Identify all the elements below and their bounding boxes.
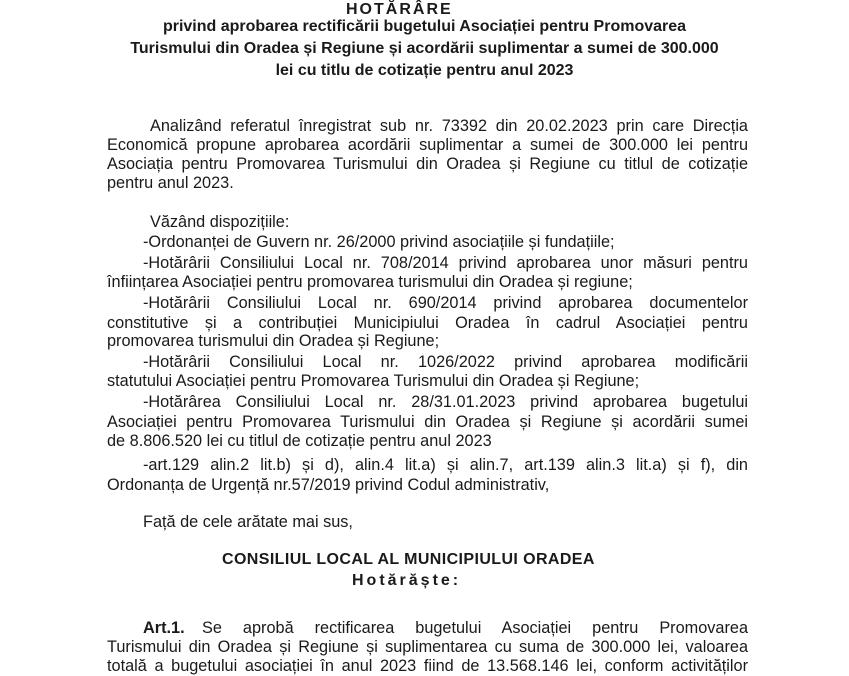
provision-line: -Hotărârea Consiliului Local nr. 28/31.01.2023 privind aprobarea bugetului <box>143 393 748 411</box>
provisions-heading: Văzând dispozițiile: <box>150 213 290 231</box>
provision-line: Asociației pentru Promovarea Turismului din Oradea și Regiune și acordării sumei <box>107 413 748 431</box>
provision-line: statutului Asociației pentru Promovarea Turismului din Oradea și Regiune; <box>107 372 640 390</box>
provision-line: promovarea turismului din Oradea și Regiune; <box>107 332 440 350</box>
document-title: HOTĂRÂRE <box>346 1 453 18</box>
subtitle-line-3: lei cu titlu de cotizație pentru anul 2023 <box>275 62 574 79</box>
provision-line: -Ordonanței de Guvern nr. 26/2000 privind asociațiile și fundațiile; <box>143 233 615 251</box>
closing-text: Față de cele arătate mai sus, <box>143 513 353 531</box>
provision-line: de 8.806.520 lei cu titlul de cotizație pentru anul 2023 <box>107 432 492 450</box>
article-1-label: Art.1. <box>143 619 185 637</box>
subtitle-line-2: Turismului din Oradea și Regiune și acordării suplimentar a sumei de 300.000 <box>130 40 719 57</box>
provision-line: constitutive și a contribuției Municipiului Oradea în cadrul Asociației pentru <box>107 314 748 332</box>
provision-line: -Hotărârii Consiliului Local nr. 1026/2022 privind aprobarea modificării <box>143 353 748 371</box>
article-1-line-1: Se aprobă rectificarea bugetului Asociației pentru Promovarea <box>202 619 748 637</box>
council-name: CONSILIUL LOCAL AL MUNICIPIULUI ORADEA <box>222 551 595 568</box>
article-1-line-3: totală a bugetului asociației în anul 2023 fiind de 13.568.146 lei, conform activităților <box>107 657 748 675</box>
provision-line: Ordonanța de Urgență nr.57/2019 privind Codul administrativ, <box>107 476 550 494</box>
decision-heading: Hotărăște: <box>352 572 462 589</box>
article-1-line-2: Turismului din Oradea și Regiune și suplimentarea cu suma de 300.000 lei, valoarea <box>107 638 748 656</box>
provision-line: -Hotărârii Consiliului Local nr. 708/2014 privind aprobarea unor măsuri pentru <box>143 254 748 272</box>
provision-line: -art.129 alin.2 lit.b) și d), alin.4 lit.a) și alin.7, art.139 alin.3 lit.a) și f), din <box>143 456 748 474</box>
intro-line-3: Asociația pentru Promovarea Turismului din Oradea și Regiune cu titlul de cotizație <box>107 155 748 173</box>
intro-line-4: pentru anul 2023. <box>107 174 234 192</box>
subtitle-line-1: privind aprobarea rectificării bugetului Asociației pentru Promovarea <box>162 18 687 35</box>
intro-line-2: Economică propune aprobarea acordării suplimentar a sumei de 300.000 lei pentru <box>107 136 748 154</box>
provision-line: înființarea Asociației pentru promovarea turismului din Oradea și regiune; <box>107 273 633 291</box>
provision-line: -Hotărârii Consiliului Local nr. 690/2014 privind aprobarea documentelor <box>143 294 748 312</box>
intro-line-1: Analizând referatul înregistrat sub nr. 73392 din 20.02.2023 prin care Direcția <box>150 117 748 135</box>
